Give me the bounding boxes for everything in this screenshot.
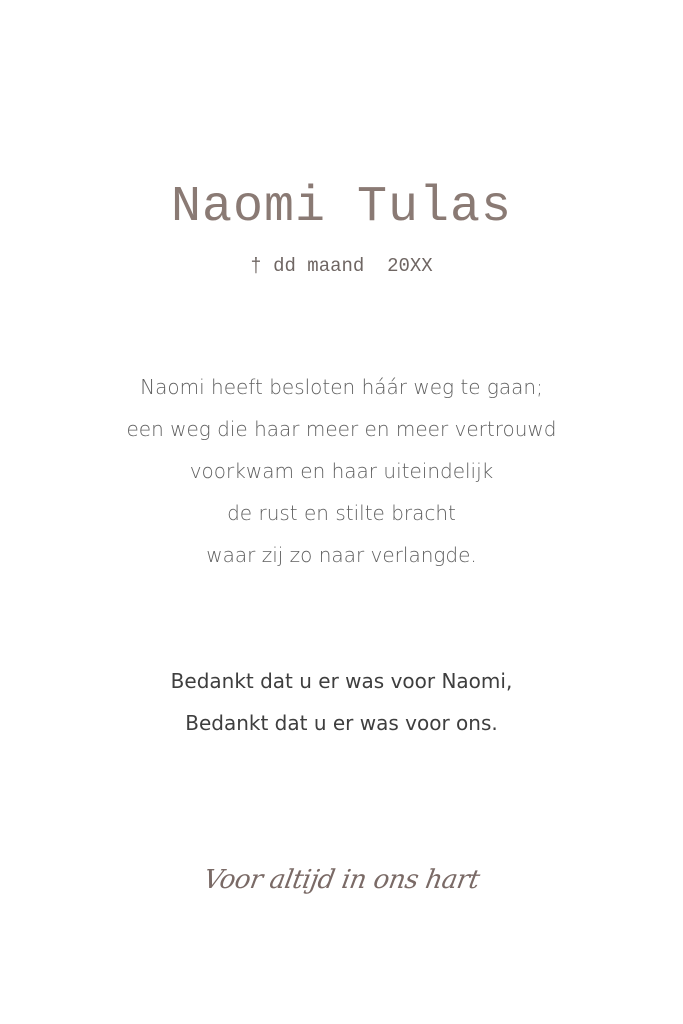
thanks-message xyxy=(0,660,683,744)
poem-line: voorkwam en haar uiteindelijk xyxy=(189,459,494,483)
death-date: † dd maand 20XX xyxy=(250,255,433,277)
thanks-line: Bedankt dat u er was voor ons. xyxy=(185,711,498,735)
memorial-poem xyxy=(0,366,683,576)
thanks-line: Bedankt dat u er was voor Naomi, xyxy=(170,669,513,693)
poem-line: waar zij zo naar verlangde. xyxy=(206,543,477,567)
poem-line: een weg die haar meer en meer vertrouwd xyxy=(126,417,557,441)
poem-line: Naomi heeft besloten háár weg te gaan; xyxy=(140,375,543,399)
deceased-name: Naomi Tulas xyxy=(170,179,513,236)
poem-line: de rust en stilte bracht xyxy=(227,501,456,525)
handwritten-signature: Voor altijd in ons hart xyxy=(201,865,482,895)
